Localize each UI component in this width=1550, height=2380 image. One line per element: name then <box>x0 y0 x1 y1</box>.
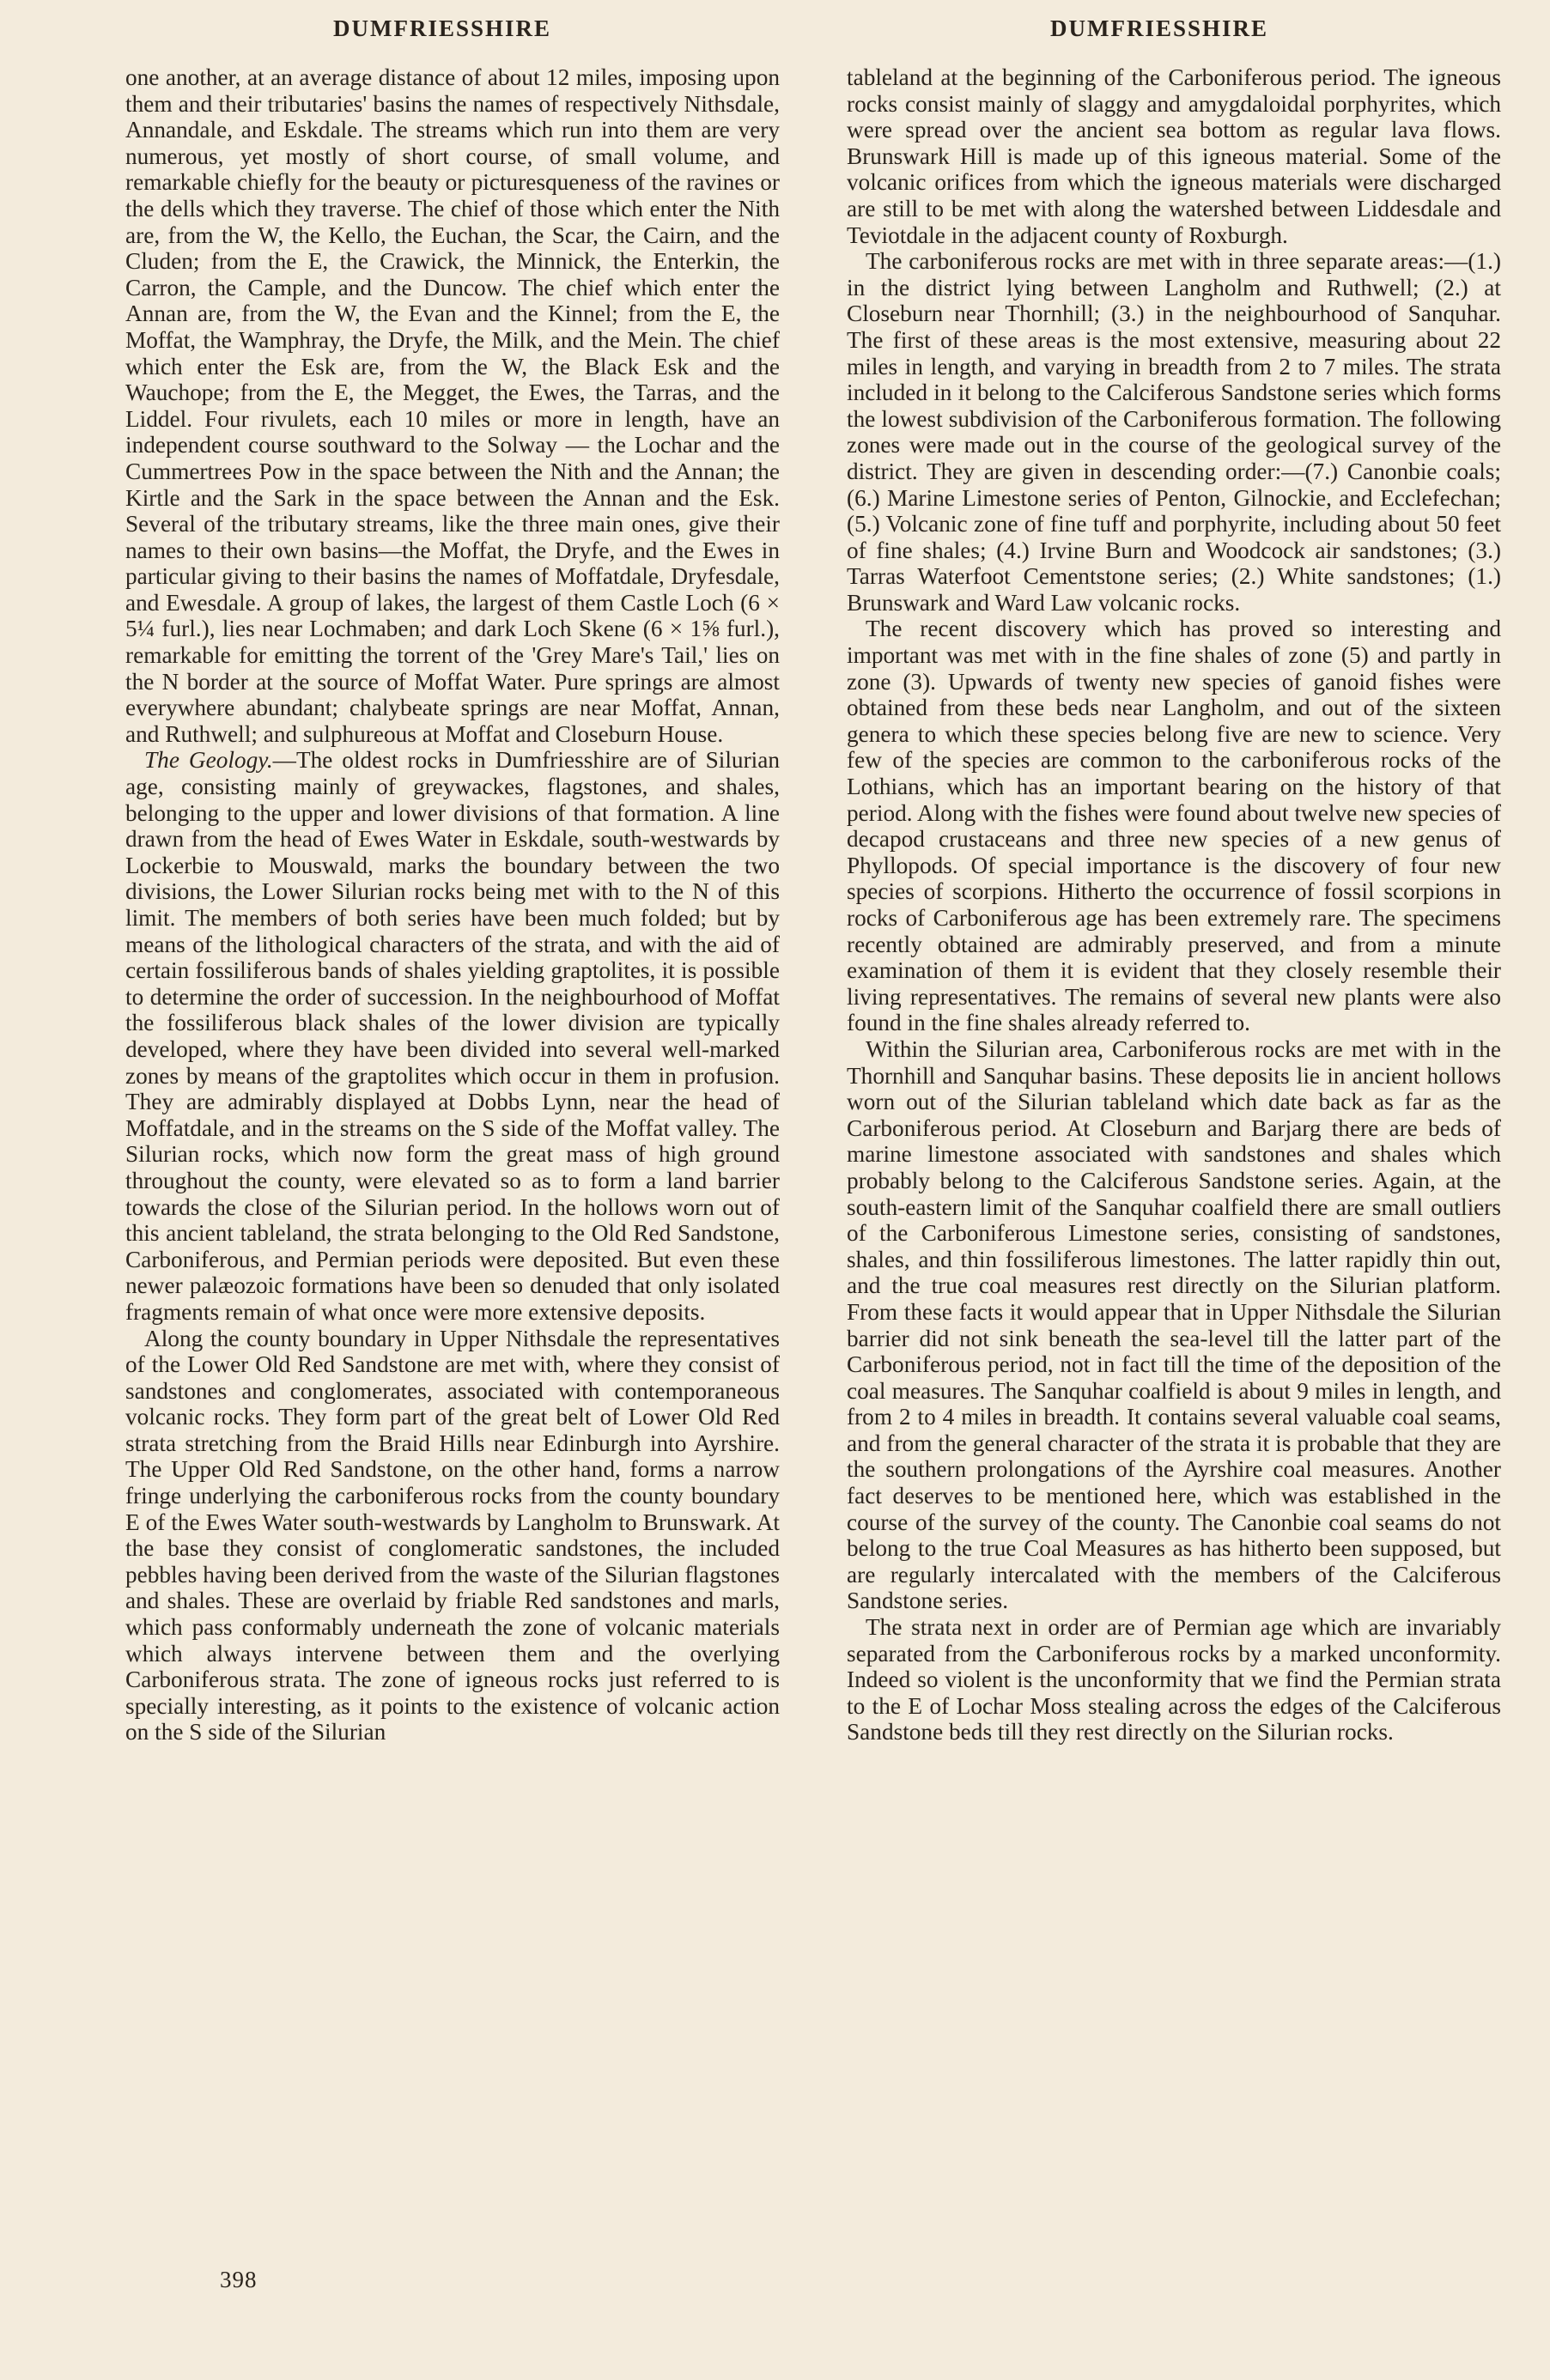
running-head-right: DUMFRIESSHIRE <box>1049 15 1269 41</box>
paragraph: Along the county boundary in Upper Nithsdale the representatives of the Lower Old Red Sandstone are met with, where they consist of sandstones and conglomerates, associated with contemporaneous volcanic rocks. They form part of the great belt of Lower Old Red strata stretching from the Braid Hills near Edinburgh into Ayrshire. The Upper Old Red Sandstone, on the other hand, forms a narrow fringe underlying the carboniferous rocks from the county boundary E of the Ewes Water south-westwards by Langholm to Brunswark. At the base they consist of conglomeratic sandstones, the included pebbles having been derived from the waste of the Silurian flagstones and shales. These are overlaid by friable Red sandstones and marls, which pass conformably underneath the zone of volcanic materials which always intervene between them and the overlying Carboniferous strata. The zone of igneous rocks just referred to is specially interesting, as it points to the existence of volcanic action on the S side of the Silurian <box>125 1325 780 1746</box>
paragraph-text: —The oldest rocks in Dumfriesshire are of Silurian age, consisting mainly of greywackes, flagstones, and shales, belonging to the upper and lower divisions of that formation. A line drawn from the head of Ewes Water in Eskdale, south-westwards by Lockerbie to Mouswald, marks the boundary between the two divisions, the Lower Silurian rocks being met with to the N of this limit. The members of both series have been much folded; but by means of the lithological characters of the strata, and with the aid of certain fossiliferous bands of shales yielding graptolites, it is possible to determine the order of succession. In the neighbourhood of Moffat the fossiliferous black shales of the lower division are typically developed, where they have been divided into several well-marked zones by means of the graptolites which occur in them in profusion. They are admirably displayed at Dobbs Lynn, near the head of Moffatdale, and in the streams on the S side of the Moffat valley. The Silurian rocks, which now form the great mass of high ground throughout the county, were elevated so as to form a land barrier towards the close of the Silurian period. In the hollows worn out of this ancient tableland, the strata belonging to the Old Red Sandstone, Carboniferous, and Permian periods were deposited. But even these newer palæozoic formations have been so denuded that only isolated fragments remain of what once were more extensive deposits. <box>125 747 781 1325</box>
paragraph: The carboniferous rocks are met with in three separate areas:—(1.) in the district lying between Langholm and Ruthwell; (2.) at Closeburn near Thornhill; (3.) in the neighbourhood of Sanquhar. The first of these areas is the most extensive, measuring about 22 miles in length, and varying in breadth from 2 to 7 miles. The strata included in it belong to the Calciferous Sandstone series which forms the lowest subdivision of the Carboniferous formation. The following zones were made out in the course of the geological survey of the district. They are given in descending order:—(7.) Canonbie coals; (6.) Marine Limestone series of Penton, Gilnockie, and Ecclefechan; (5.) Volcanic zone of fine tuff and porphyrite, including about 50 feet of fine shales; (4.) Irvine Burn and Woodcock air sandstones; (3.) Tarras Waterfoot Cementstone series; (2.) White sandstones; (1.) Brunswark and Ward Law volcanic rocks. <box>847 248 1501 616</box>
section-label: The Geology. <box>144 747 273 774</box>
paragraph: one another, at an average distance of about 12 miles, imposing upon them and their tributaries' basins the names of respectively Nithsdale, Annandale, and Eskdale. The streams which run into them are very numerous, yet mostly of short course, of small volume, and remarkable chiefly for the beauty or picturesqueness of the ravines or the dells which they traverse. The chief of those which enter the Nith are, from the W, the Kello, the Euchan, the Scar, the Cairn, and the Cluden; from the E, the Crawick, the Minnick, the Enterkin, the Carron, the Cample, and the Duncow. The chief which enter the Annan are, from the W, the Evan and the Kinnel; from the E, the Moffat, the Wamphray, the Dryfe, the Milk, and the Mein. The chief which enter the Esk are, from the W, the Black Esk and the Wauchope; from the E, the Megget, the Ewes, the Tarras, and the Liddel. Four rivulets, each 10 miles or more in length, have an independent course southward to the Solway — the Lochar and the Cummertrees Pow in the space between the Nith and the Annan; the Kirtle and the Sark in the space between the Annan and the Esk. Several of the tributary streams, like the three main ones, give their names to their own basins—the Moffat, the Dryfe, and the Ewes in particular giving to their basins the names of Moffatdale, Dryfesdale, and Ewesdale. A group of lakes, the largest of them Castle Loch (6 × 5¼ furl.), lies near Lochmaben; and dark Loch Skene (6 × 1⅝ furl.), remarkable for emitting the torrent of the 'Grey Mare's Tail,' lies on the N border at the source of Moffat Water. Pure springs are almost everywhere abundant; chalybeate springs are near Moffat, Annan, and Ruthwell; and sulphureous at Moffat and Closeburn House. <box>125 64 780 747</box>
running-head-left: DUMFRIESSHIRE <box>332 15 552 41</box>
paragraph: tableland at the beginning of the Carboniferous period. The igneous rocks consist mainly of slaggy and amygdaloidal porphyrites, which were spread over the ancient sea bottom as regular lava flows. Brunswark Hill is made up of this igneous material. Some of the volcanic orifices from which the igneous materials were discharged are still to be met with along the watershed between Liddesdale and Teviotdale in the adjacent county of Roxburgh. <box>847 64 1501 248</box>
paragraph: The strata next in order are of Permian age which are invariably separated from the Carboniferous rocks by a marked unconformity. Indeed so violent is the unconformity that we find the Permian strata to the E of Lochar Moss stealing across the edges of the Calciferous Sandstone beds till they rest directly on the Silurian rocks. <box>847 1614 1501 1746</box>
page-number: 398 <box>220 2267 258 2292</box>
right-column <box>847 64 1501 1746</box>
paragraph: Within the Silurian area, Carboniferous rocks are met with in the Thornhill and Sanquhar basins. These deposits lie in ancient hollows worn out of the Silurian tableland which date back as far as the Carboniferous period. At Closeburn and Barjarg there are beds of marine limestone associated with sandstones and shales which probably belong to the Calciferous Sandstone series. Again, at the south-eastern limit of the Sanquhar coalfield there are small outliers of the Carboniferous Limestone series, consisting of sandstones, shales, and thin fossiliferous limestones. The latter rapidly thin out, and the true coal measures rest directly on the Silurian platform. From these facts it would appear that in Upper Nithsdale the Silurian barrier did not sink beneath the sea-level till the latter part of the Carboniferous period, not in fact till the time of the deposition of the coal measures. The Sanquhar coalfield is about 9 miles in length, and from 2 to 4 miles in breadth. It contains several valuable coal seams, and from the general character of the strata it is probable that they are the southern prolongations of the Ayrshire coal measures. Another fact deserves to be mentioned here, which was established in the course of the survey of the county. The Canonbie coal seams do not belong to the true Coal Measures as has hitherto been supposed, but are regularly intercalated with the members of the Calciferous Sandstone series. <box>847 1035 1501 1614</box>
left-column <box>125 64 780 1746</box>
geology-paragraph <box>125 747 780 1325</box>
paragraph: The recent discovery which has proved so interesting and important was met with in the fine shales of zone (5) and partly in zone (3). Upwards of twenty new species of ganoid fishes were obtained from these beds near Langholm, and out of the sixteen genera to which these species belong five are new to science. Very few of the species are common to the carboniferous rocks of the Lothians, which has an important bearing on the history of that period. Along with the fishes were found about twelve new species of decapod crustaceans and three new species of a new genus of Phyllopods. Of special importance is the discovery of four new species of scorpions. Hitherto the occurrence of fossil scorpions in rocks of Carboniferous age has been extremely rare. The specimens recently obtained are admirably preserved, and from a minute examination of them it is evident that they closely resemble their living representatives. The remains of several new plants were also found in the fine shales already referred to. <box>847 616 1501 1036</box>
